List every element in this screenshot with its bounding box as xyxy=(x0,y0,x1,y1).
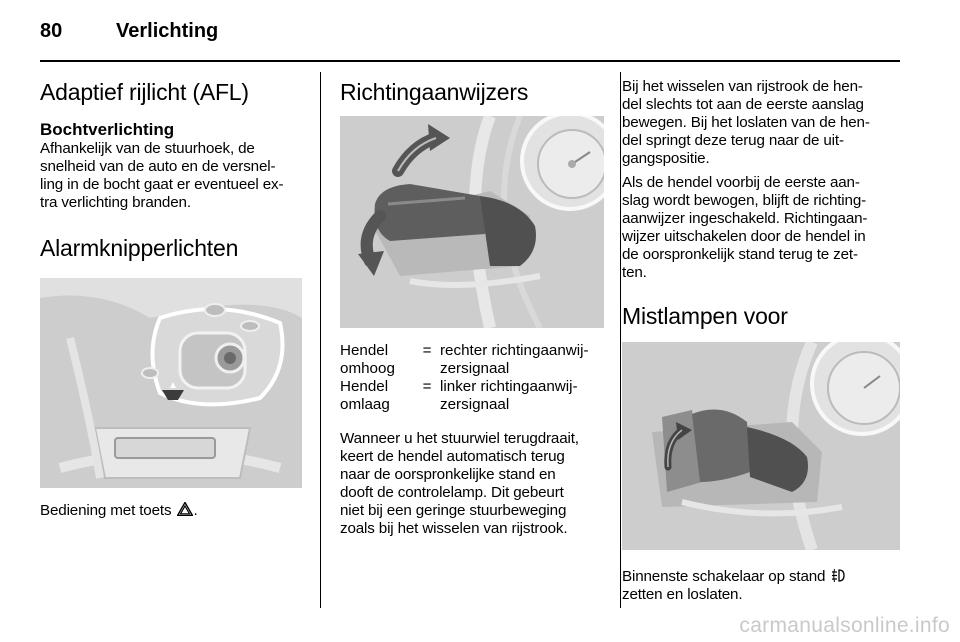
mistlampen-heading: Mistlampen voor xyxy=(622,303,788,329)
turn-signal-lever-drawing xyxy=(340,116,604,328)
alarm-heading: Alarmknipperlichten xyxy=(40,235,239,261)
overhead-console-drawing xyxy=(40,278,302,488)
fog-lamp-switch-drawing xyxy=(622,342,900,550)
page-number: 80 xyxy=(40,20,63,42)
definition-description: linker richtingaanwij- zersignaal xyxy=(440,378,578,413)
definition-row xyxy=(340,342,604,378)
afl-heading: Adaptief rijlicht (AFL) xyxy=(40,79,249,105)
definition-description: rechter richtingaanwij- zersignaal xyxy=(440,342,589,377)
hazard-warning-triangle-icon xyxy=(177,502,193,516)
definition-term: Hendel omlaag xyxy=(340,378,390,413)
lever-definitions xyxy=(340,342,604,414)
richtingaanwijzers-heading: Richtingaanwijzers xyxy=(340,79,529,105)
front-fog-lamp-icon xyxy=(831,568,845,583)
fog-lamp-illustration xyxy=(622,342,900,550)
definition-row xyxy=(340,378,604,414)
column-rule-2 xyxy=(620,72,621,608)
lane-change-text: Bij het wisselen van rijstrook de hen- del slechts tot aan de eerste aanslag bewegen. Bij het loslaten van de hen- del springt deze terug naar de uit- gangspositie. xyxy=(622,78,870,167)
bochtverlichting-heading: Bochtverlichting xyxy=(40,120,175,139)
bochtverlichting-text: Afhankelijk van de stuurhoek, de snelheid van de auto en de versnel- ling in de bocht gaat er eventueel ex- tra verlichting branden. xyxy=(40,140,284,211)
beyond-detent-text: Als de hendel voorbij de eerste aan- slag wordt bewogen, blijft de richting- aanwijzer ingeschakeld. Richtingaan- wijzer uitschakelen door de hendel in de oorspronkelijk stand terug te zet- ten. xyxy=(622,174,868,281)
turn-signal-illustration xyxy=(340,116,604,328)
definition-term: Hendel omhoog xyxy=(340,342,395,377)
lever-return-text: Wanneer u het stuurwiel terugdraait, keert de hendel automatisch terug naar de oorspronkelijke stand en dooft de controlelamp. Dit gebeurt niet bij een geringe stuurbeweging zoals bij het wisselen van rijstrook. xyxy=(340,430,579,537)
running-title: Verlichting xyxy=(116,20,219,42)
hazard-switch-illustration xyxy=(40,278,302,488)
hazard-caption: Bediening met toets . xyxy=(40,502,198,519)
column-rule-1 xyxy=(320,72,321,608)
column-1 xyxy=(40,72,308,520)
fog-caption: Binnenste schakelaar op stand zetten en loslaten. xyxy=(622,568,902,604)
watermark: carmanualsonline.info xyxy=(739,614,950,637)
definition-equals: = xyxy=(422,342,432,359)
column-2 xyxy=(340,72,604,538)
column-3 xyxy=(622,72,902,604)
definition-equals: = xyxy=(422,378,432,395)
page-header xyxy=(40,18,900,58)
header-rule xyxy=(40,60,900,62)
